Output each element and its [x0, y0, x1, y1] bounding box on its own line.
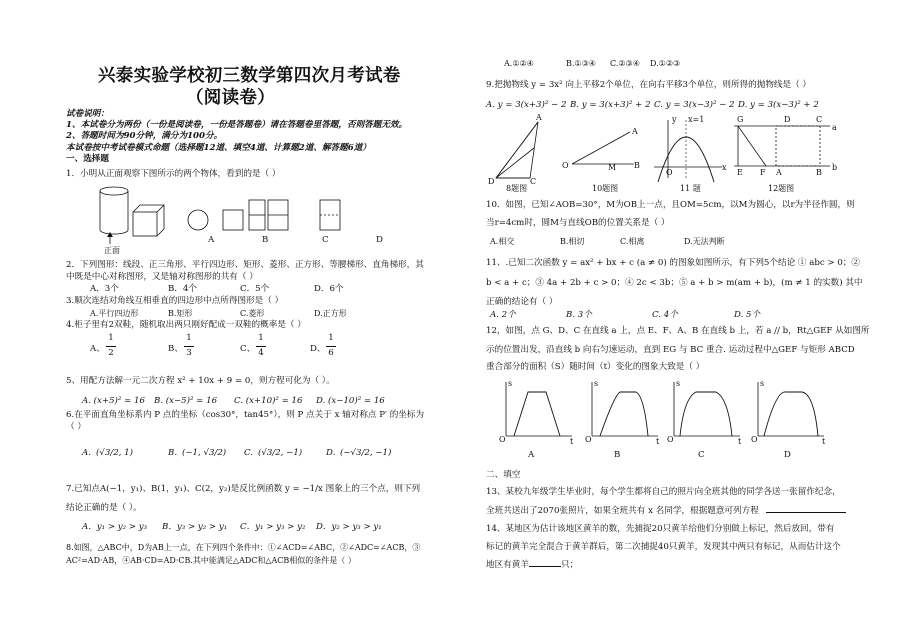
- svg-text:G: G: [737, 115, 744, 124]
- svg-text:t: t: [656, 437, 660, 446]
- svg-text:C: C: [816, 115, 823, 124]
- svg-text:B: B: [816, 168, 822, 177]
- q5-option-a: A. (x+5)² = 16: [82, 396, 145, 406]
- q14-line3-text: 地区有黄羊: [486, 560, 529, 570]
- q7-line2: 结论正确的是（ ）。: [66, 503, 142, 513]
- q12-graphs: [496, 376, 836, 446]
- fig12-rect: [734, 115, 837, 177]
- q1-text: 1．小明从正面观察下图所示的两个物体，看到的是（ ）: [66, 169, 281, 179]
- page-subtitle: （阅读卷）: [186, 88, 275, 108]
- q11-option-c: C. 4个: [652, 310, 678, 320]
- q2-line1: 2．下列图形：线段、正三角形、平行四边形、矩形、菱形、正方形、等腰梯形、直角梯形，其: [66, 260, 424, 270]
- svg-text:s: s: [594, 379, 599, 388]
- svg-text:s: s: [760, 379, 765, 388]
- figures-row: [486, 112, 846, 187]
- q7-option-c: C．y₁ > y₃ > y₂: [240, 522, 306, 532]
- svg-text:x=1: x=1: [688, 115, 705, 124]
- svg-text:b: b: [832, 163, 838, 172]
- q3-option-a: A.平行四边形: [90, 309, 139, 318]
- note-1: 1、本试卷分为两份（一份是阅读卷，一份是答题卷）请在答题卷里答题，否则答题无效。: [66, 120, 408, 130]
- svg-text:B: B: [634, 161, 640, 170]
- q4-option-b: B、: [168, 344, 183, 354]
- q6-option-b: (−1, √3/2): [182, 448, 227, 458]
- q3-option-d: D.正方形: [314, 309, 347, 318]
- svg-text:D: D: [488, 177, 495, 186]
- q12-graph-d: [751, 379, 826, 446]
- svg-text:O: O: [751, 435, 758, 444]
- svg-text:a: a: [832, 123, 837, 132]
- svg-text:s: s: [508, 379, 513, 388]
- q4-d-num: 1: [328, 333, 334, 343]
- option-d-figure: [320, 200, 340, 230]
- q2-option-c: C．5个: [240, 284, 270, 294]
- svg-text:D: D: [784, 115, 791, 124]
- q1-front-label: 正面: [104, 246, 120, 255]
- q4-option-d: D、: [310, 344, 326, 354]
- q12-line1: 12，如图，点 G、D、C 在直线 a 上，点 E、F、A、B 在直线 b 上，若 a // b，Rt△GEF 从如图所: [486, 326, 870, 336]
- q9-option-b: B. y = 3(x+3)² + 2: [570, 100, 651, 110]
- q14-answer-blank[interactable]: [529, 566, 561, 567]
- q9-text: 9.把抛物线 y = 3x² 向上平移2个单位，在向右平移3个单位，则所得的抛物线是（ ）: [486, 80, 812, 90]
- svg-text:O: O: [562, 161, 569, 170]
- note-3: 本试卷按中考试卷模式命题（选择题12道、填空4道、计算题2道、解答题6道）: [66, 143, 371, 153]
- cylinder-solid: [100, 187, 128, 234]
- q4-c-den: 4: [258, 348, 264, 358]
- q8-option-d: D.①②③: [650, 59, 681, 68]
- svg-text:O: O: [499, 435, 506, 444]
- svg-text:C: C: [530, 177, 537, 186]
- note-2: 2、答题时间为90分钟，满分为100分。: [66, 131, 223, 141]
- q1-option-b: B: [262, 235, 269, 245]
- fig11-parabola: [654, 115, 727, 182]
- notes-title: 试卷说明：: [66, 109, 109, 119]
- svg-text:O: O: [585, 435, 592, 444]
- q8-option-c: C.②③④: [610, 59, 640, 68]
- svg-text:E: E: [737, 168, 743, 177]
- fig8-triangle: [488, 113, 542, 186]
- q3-option-c: C.菱形: [240, 309, 265, 318]
- svg-text:A: A: [536, 113, 542, 122]
- q10-option-a: A.相交: [490, 237, 515, 246]
- q10-line1: 10．如图，已知∠AOB=30°，M为OB上一点，且OM=5cm，以M为圆心，以r为半径作圆，则: [486, 200, 855, 210]
- q14-line1: 14、某地区为估计该地区黄羊的数，先捕捉20只黄羊给他们分别做上标记，然后放回，带有: [486, 524, 835, 534]
- q1-option-a: A: [208, 235, 215, 245]
- q8-line2: AC²=AD·AB，④AB·CD=AD·CB.其中能满足△ADC和△ACB相似的条件是（ ）: [66, 556, 356, 565]
- q4-c-num: 1: [258, 333, 264, 343]
- fraction-bar: [106, 346, 116, 347]
- q7-option-a: A．y₁ > y₂ > y₃: [82, 522, 148, 532]
- fraction-bar: [184, 346, 194, 347]
- svg-text:t: t: [738, 437, 742, 446]
- q6-line2: （ ）: [66, 422, 86, 432]
- q12-line2: 示的位置出发，沿直线 b 向右匀速运动，直到 EG 与 BC 重合. 运动过程中△GEF 与矩形 ABCD: [486, 345, 855, 355]
- svg-text:A: A: [776, 168, 782, 177]
- q4-b-den: 3: [186, 348, 192, 358]
- q7-option-d: D．y₂ > y₃ > y₁: [316, 522, 382, 532]
- q6-option-b-label: B.: [168, 448, 178, 458]
- q3-text: 3.顺次连结对角线互相垂直的四边形中点所得图形是（ ）: [66, 296, 284, 306]
- q11-line1: 11、.已知二次函数 y = ax² + bx + c (a ≠ 0) 的图象如图所示，有下列5个结论 ① abc > 0；②: [486, 258, 860, 268]
- q6-option-c-label: C.: [244, 448, 254, 458]
- q8-option-a: A.①②④: [504, 59, 534, 68]
- q2-option-a: A．3个: [90, 284, 119, 294]
- q12-graph-c: [667, 379, 742, 446]
- q4-text: 4.柜子里有2双鞋，随机取出两只刚好配成一双鞋的概率是（ ）: [66, 320, 306, 330]
- option-b-figure: [223, 200, 265, 230]
- q12-label-a: A: [528, 450, 535, 460]
- page-title: 兴泰实验学校初三数学第四次月考试卷: [98, 66, 401, 86]
- q8-line1: 8.如图，△ABC中，D为AB上一点，在下列四个条件中：①∠ACD=∠ABC，②∠ADC=∠ACB，③: [66, 543, 421, 552]
- q2-option-d: D．6个: [314, 284, 344, 294]
- q10-option-d: D.无法判断: [684, 237, 725, 246]
- q9-option-a: A. y = 3(x+3)² − 2: [486, 100, 567, 110]
- q10-line2: 当r=4cm时，圆M与直线OB的位置关系是（ ）: [486, 218, 670, 228]
- q9-option-c: C. y = 3(x−3)² − 2: [654, 100, 735, 110]
- q14-line2: 标记的黄羊完全混合于黄羊群后，第二次捕捉40只黄羊，发现其中两只有标记，从而估计这个: [486, 542, 841, 552]
- q12-label-d: D: [784, 450, 791, 460]
- q2-line2: 中既是中心对称图形，又是轴对称图形的共有（ ）: [66, 272, 258, 282]
- q11-option-a: A. 2个: [490, 310, 516, 320]
- section-fill: 二、填空: [486, 470, 521, 480]
- q6-option-d-label: D.: [326, 448, 336, 458]
- q5-option-d: D. (x−10)² = 16: [316, 396, 385, 406]
- fraction-bar: [256, 346, 266, 347]
- q4-option-c: C、: [240, 344, 256, 354]
- svg-text:y: y: [672, 115, 677, 124]
- fig10-angle: [562, 127, 640, 172]
- q11-line2: b < a + c；③ 4a + 2b + c > 0；④ 2c < 3b；⑤ a + b > m(am + b)，(m ≠ 1 的实数) 其中: [486, 278, 863, 288]
- q5-option-b: B. (x−5)² = 16: [154, 396, 218, 406]
- svg-text:t: t: [570, 437, 574, 446]
- q6-line1: 6.在平面直角坐标系内 P 点的坐标（cos30°，tan45°），则 P 点关于 x 轴对称点 P′ 的坐标为: [66, 410, 425, 420]
- option-a-figure: [188, 210, 208, 230]
- svg-text:s: s: [676, 379, 681, 388]
- q7-line1: 7.已知点A(−1，y₁)、B(1，y₁)、C(2，y₂)是反比例函数 y = −1/x 图象上的三个点，则下列: [66, 484, 421, 494]
- fig10-label: 10题图: [592, 184, 619, 193]
- q14-line3-end: 只；: [560, 560, 579, 570]
- fig8-label: 8题图: [506, 184, 528, 193]
- fig12-label: 12题图: [768, 184, 795, 193]
- q6-option-c: (√3/2, −1): [258, 448, 303, 458]
- q10-option-b: B.相切: [560, 237, 585, 246]
- section-choice: 一、选择题: [66, 154, 109, 164]
- q6-option-a: (√3/2, 1): [96, 448, 133, 458]
- svg-text:M: M: [608, 163, 617, 172]
- svg-text:O: O: [666, 168, 673, 177]
- q4-b-num: 1: [186, 333, 192, 343]
- q6-option-d: (−√3/2, −1): [340, 448, 392, 458]
- q9-option-d: D. y = 3(x−3)² + 2: [738, 100, 819, 110]
- q14-line3: [486, 560, 578, 571]
- q1-figures: [92, 182, 352, 252]
- svg-text:A: A: [632, 127, 638, 136]
- svg-text:O: O: [667, 435, 674, 444]
- fig11-label: 11 题: [680, 184, 701, 193]
- svg-text:x: x: [722, 163, 727, 172]
- q12-label-c: C: [698, 450, 705, 460]
- fraction-bar: [326, 346, 336, 347]
- svg-text:t: t: [822, 437, 826, 446]
- option-c-figure: [268, 200, 288, 230]
- q12-graph-b: [585, 379, 660, 446]
- q12-graph-a: [499, 379, 574, 446]
- q2-option-b: B．4个: [168, 284, 197, 294]
- q4-a-den: 2: [108, 348, 114, 358]
- q4-option-a: A、: [90, 344, 105, 354]
- q4-a-num: 1: [108, 333, 114, 343]
- q8-option-b: B.①③④: [566, 59, 596, 68]
- q13-line2-text: 全班共送出了2070张照片，如果全班共有 x 名同学，根据题意可列方程: [486, 506, 759, 516]
- q1-option-c: C: [322, 235, 329, 245]
- q13-line1: 13、某校九年级学生毕业时，每个学生都将自己的照片向全班其他的同学各送一张留作纪念，: [486, 487, 841, 497]
- q12-line3: 重合部分的面积（S）随时间（t）变化的图象大致是（ ）: [486, 362, 705, 372]
- q13-line2: [486, 506, 846, 517]
- q1-option-d: D: [376, 235, 383, 245]
- q11-option-b: B. 3个: [566, 310, 592, 320]
- q13-answer-blank[interactable]: [766, 512, 846, 513]
- q11-option-d: D. 5个: [734, 310, 761, 320]
- q4-d-den: 6: [328, 348, 334, 358]
- q12-label-b: B: [614, 450, 621, 460]
- q11-line3: 正确的结论有（ ）: [486, 297, 558, 307]
- q5-text: 5、用配方法解一元二次方程 x² + 10x + 9 = 0，则方程可化为（ ）。: [66, 376, 335, 386]
- q7-option-b: B．y₃ > y₂ > y₁: [162, 522, 228, 532]
- svg-text:F: F: [760, 168, 766, 177]
- q10-option-c: C.相离: [620, 237, 645, 246]
- q3-option-b: B.矩形: [168, 309, 193, 318]
- cube-solid: [133, 205, 164, 236]
- q5-option-c: C. (x+10)² = 16: [234, 396, 303, 406]
- q6-option-a-label: A.: [82, 448, 91, 458]
